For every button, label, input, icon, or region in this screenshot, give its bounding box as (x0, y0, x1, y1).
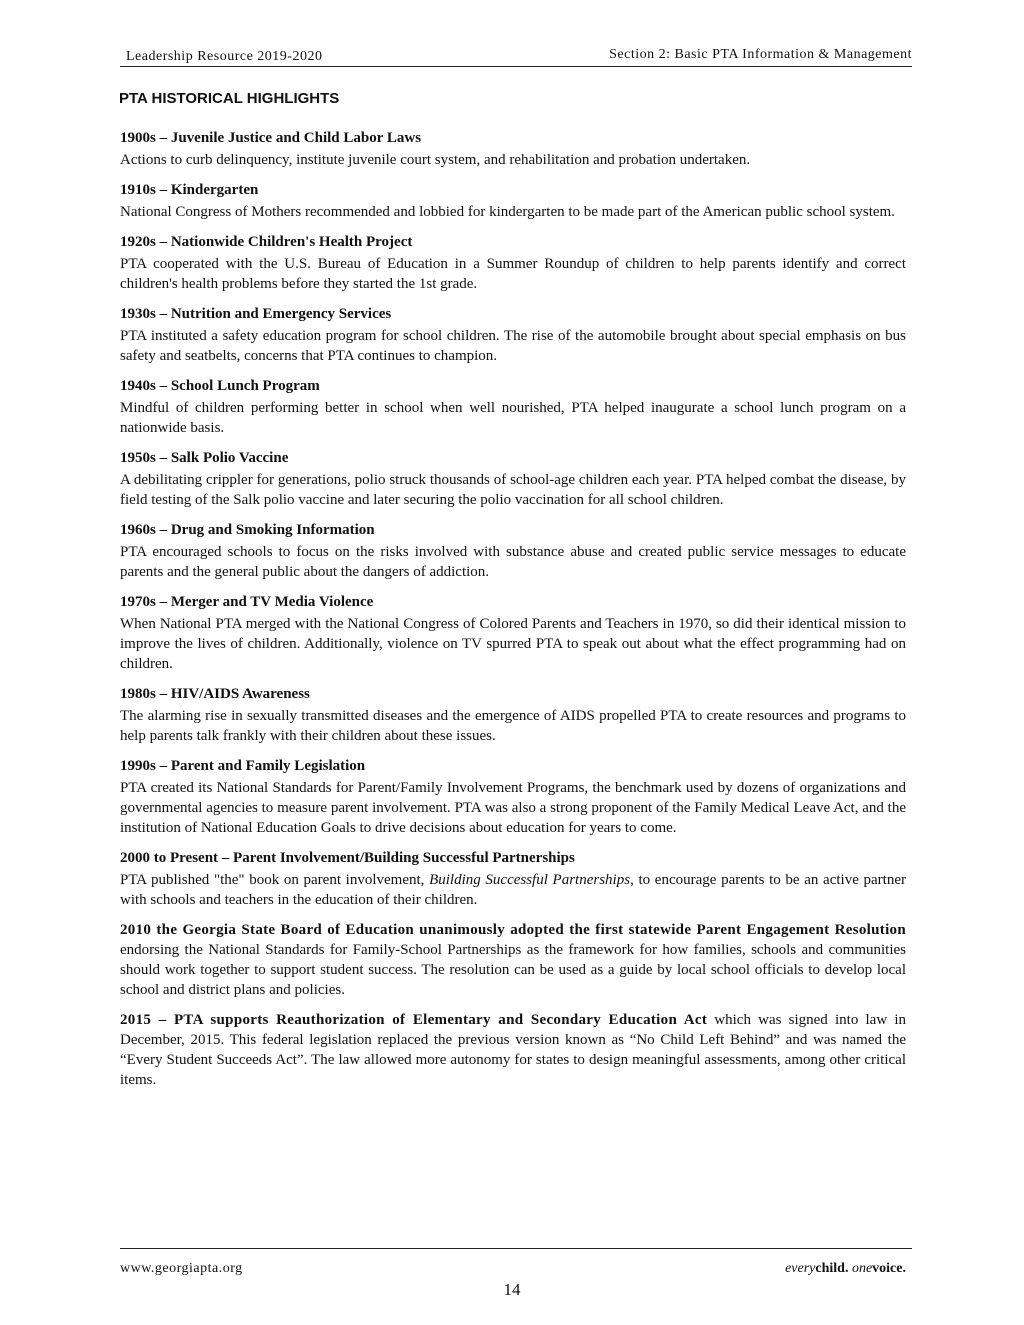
highlight-heading: 1930s – Nutrition and Emergency Services (120, 306, 392, 322)
highlight-1900s (120, 128, 906, 170)
highlight-2015 (120, 1010, 906, 1090)
highlight-body-text: which was signed into law in December, 2015. This federal legislation replaced the previous version known as “No Child Left Behind” and was named the “Every Student Succeeds Act”. The law allowed more autonomy for states to design meaningful assessments, among other critical items. (120, 1012, 906, 1088)
highlight-heading: 1920s – Nationwide Children's Health Project (120, 234, 413, 250)
highlight-1990s (120, 756, 906, 838)
highlight-body (120, 870, 906, 910)
highlight-body: Actions to curb delinquency, institute juvenile court system, and rehabilitation and probation undertaken. (120, 152, 751, 168)
highlight-body (120, 920, 906, 1000)
page-title: PTA HISTORICAL HIGHLIGHTS (119, 90, 340, 107)
highlight-heading: 1990s – Parent and Family Legislation (120, 758, 366, 774)
highlight-body: National Congress of Mothers recommended and lobbied for kindergarten to be made part of the American public school system. (120, 204, 895, 220)
highlight-body: The alarming rise in sexually transmitted diseases and the emergence of AIDS propelled PTA to create resources and programs to help parents talk frankly with their children about these issues. (120, 708, 906, 744)
header-section-title: Section 2: Basic PTA Information & Management (609, 47, 912, 62)
highlight-1920s (120, 232, 906, 294)
highlight-1930s (120, 304, 906, 366)
header-document-title: Leadership Resource 2019-2020 (126, 49, 323, 64)
book-title: Building Successful Partnerships (429, 872, 631, 888)
footer-website: www.georgiapta.org (120, 1261, 243, 1276)
highlight-heading: 1900s – Juvenile Justice and Child Labor Laws (120, 130, 422, 146)
highlight-lead: 2010 the Georgia State Board of Education unanimously adopted the first statewide Parent Engagement Resolution (120, 922, 906, 938)
highlight-body-after: , to encourage parents to be an active partner with schools and teachers in the education of their children. (120, 872, 906, 908)
highlight-body: PTA encouraged schools to focus on the risks involved with substance abuse and created public service messages to educate parents and the general public about the dangers of addiction. (120, 544, 906, 580)
highlight-body: PTA cooperated with the U.S. Bureau of Education in a Summer Roundup of children to help parents identify and correct children's health problems before they started the 1st grade. (120, 256, 906, 292)
highlight-body (120, 1010, 906, 1090)
highlight-body: PTA instituted a safety education program for school children. The rise of the automobile brought about special emphasis on bus safety and seatbelts, concerns that PTA continues to champion. (120, 328, 906, 364)
page-footer (120, 1248, 912, 1276)
highlight-body: When National PTA merged with the National Congress of Colored Parents and Teachers in 1970, so did their identical mission to improve the lives of children. Additionally, violence on TV spurred PTA to speak out about what the effect programming had on children. (120, 616, 906, 672)
highlight-heading: 1980s – HIV/AIDS Awareness (120, 686, 310, 702)
highlight-1970s (120, 592, 906, 674)
slogan-voice: voice. (872, 1261, 906, 1276)
slogan-one: one (851, 1261, 873, 1276)
highlight-heading: 2000 to Present – Parent Involvement/Building Successful Partnerships (120, 850, 575, 866)
highlight-1910s (120, 180, 906, 222)
slogan-child: child. (815, 1261, 849, 1276)
highlight-heading: 1960s – Drug and Smoking Information (120, 522, 375, 538)
highlight-body: A debilitating crippler for generations, polio struck thousands of school-age children each year. PTA helped combat the disease, by field testing of the Salk polio vaccine and later securing the polio vaccination for all school children. (120, 472, 906, 508)
highlight-1950s (120, 448, 906, 510)
highlight-2000-to-present (120, 848, 906, 910)
slogan-every: every (785, 1261, 816, 1276)
highlight-body-before: PTA published "the" book on parent involvement, (120, 872, 430, 888)
highlight-lead: 2015 – PTA supports Reauthorization of Elementary and Secondary Education Act (120, 1012, 708, 1028)
page-number: 14 (503, 1280, 521, 1299)
highlight-heading: 1950s – Salk Polio Vaccine (120, 450, 289, 466)
highlights-list (120, 128, 906, 1100)
highlight-1960s (120, 520, 906, 582)
footer-slogan (785, 1261, 906, 1277)
highlight-body: Mindful of children performing better in school when well nourished, PTA helped inaugurate a school lunch program on a nationwide basis. (120, 400, 906, 436)
highlight-body-text: endorsing the National Standards for Family-School Partnerships as the framework for how families, schools and communities should work together to support student success. The resolution can be used as a guide by local school officials to develop local school and district plans and policies. (120, 942, 906, 998)
highlight-heading: 1970s – Merger and TV Media Violence (120, 594, 374, 610)
highlight-1980s (120, 684, 906, 746)
highlight-heading: 1940s – School Lunch Program (120, 378, 320, 394)
highlight-1940s (120, 376, 906, 438)
highlight-heading: 1910s – Kindergarten (120, 182, 259, 198)
highlight-body: PTA created its National Standards for Parent/Family Involvement Programs, the benchmark used by dozens of organizations and governmental agencies to measure parent involvement. PTA was also a strong proponent of the Family Medical Leave Act, and the institution of National Education Goals to drive decisions about education for years to come. (120, 780, 906, 836)
page-header (120, 44, 912, 67)
highlight-2010 (120, 920, 906, 1000)
